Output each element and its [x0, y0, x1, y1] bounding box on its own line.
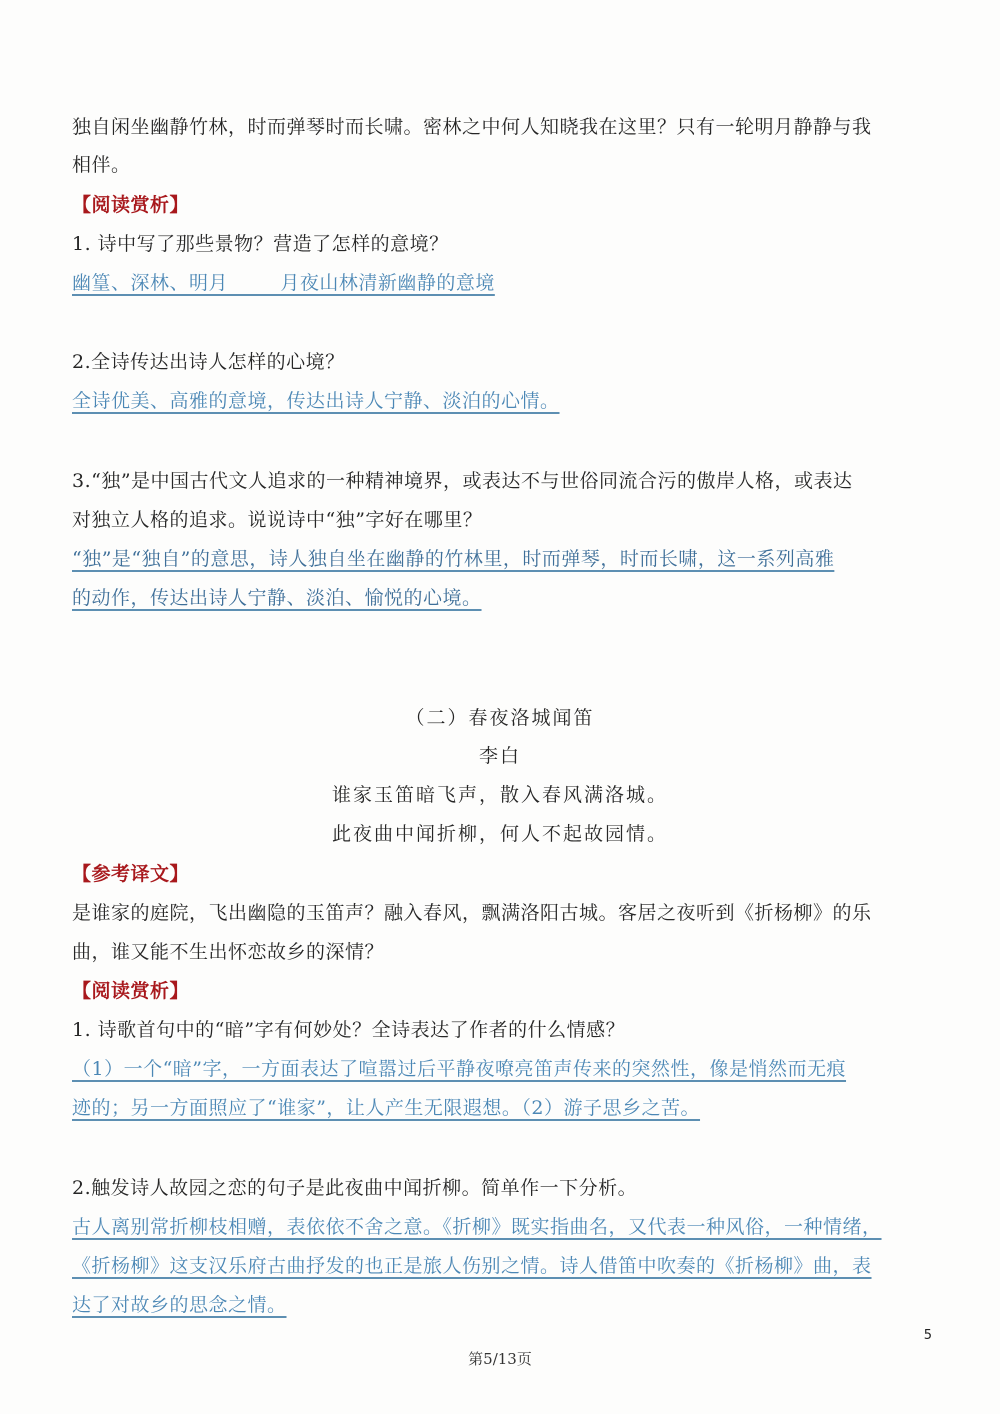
answer-2-line: 达了对故乡的思念之情。: [72, 1294, 287, 1316]
translation-line: 相伴。: [72, 154, 131, 176]
answer-1-line: 迹的；另一方面照应了“谁家”，让人产生无限遐想。（2）游子思乡之苦。: [72, 1097, 701, 1119]
question-2: 2.全诗传达出诗人怎样的心境？: [72, 351, 345, 373]
page-footer: 第5/13页: [468, 1350, 532, 1368]
translation-line: 是谁家的庭院，飞出幽隐的玉笛声？融入春风，飘满洛阳古城。客居之夜听到《折杨柳》的乐: [72, 902, 872, 924]
question-1: 1. 诗中写了那些景物？营造了怎样的意境？: [72, 233, 449, 255]
question-2: 2.触发诗人故园之恋的句子是此夜曲中闻折柳。简单作一下分析。: [72, 1177, 638, 1199]
answer-2-line: 古人离别常折柳枝相赠，表依依不舍之意。《折柳》既实指曲名，又代表一种风俗，一种情绪，: [72, 1216, 882, 1238]
question-3-line: 对独立人格的追求。说说诗中“独”字好在哪里？: [72, 509, 483, 531]
page-number: 5: [923, 1328, 932, 1343]
question-3-line: 3.“独”是中国古代文人追求的一种精神境界，或表达不与世俗同流合污的傲岸人格，或表达: [72, 470, 853, 492]
poem-author: 李白: [478, 745, 521, 767]
analysis-heading: 【阅读赏析】: [72, 194, 190, 216]
translation-line: 曲，谁又能不生出怀恋故乡的深情？: [72, 941, 385, 963]
answer-2-line: 《折杨柳》这支汉乐府古曲抒发的也正是旅人伤别之情。诗人借笛中吹奏的《折杨柳》曲，表: [72, 1255, 872, 1277]
answer-1-line: （1）一个“暗”字，一方面表达了喧嚣过后平静夜嘹亮笛声传来的突然性，像是悄然而无痕: [72, 1058, 847, 1080]
poem-line: 此夜曲中闻折柳，何人不起故园情。: [331, 823, 668, 845]
analysis-heading: 【阅读赏析】: [72, 980, 190, 1002]
answer-3-line: 的动作，传达出诗人宁静、淡泊、愉悦的心境。: [72, 587, 482, 609]
translation-line: 独自闲坐幽静竹林，时而弹琴时而长啸。密林之中何人知晓我在这里？只有一轮明月静静与我: [72, 116, 872, 138]
answer-2: 全诗优美、高雅的意境，传达出诗人宁静、淡泊的心情。: [72, 390, 560, 412]
question-1: 1. 诗歌首句中的“暗”字有何妙处？全诗表达了作者的什么情感？: [72, 1019, 626, 1041]
answer-1: 幽篁、深林、明月 月夜山林清新幽静的意境: [72, 272, 495, 294]
translation-heading: 【参考译文】: [72, 863, 190, 885]
poem-title: （二）春夜洛城闻笛: [405, 707, 595, 729]
answer-3-line: “独”是“独自”的意思，诗人独自坐在幽静的竹林里，时而弹琴，时而长啸，这一系列高雅: [72, 548, 835, 570]
poem-line: 谁家玉笛暗飞声，散入春风满洛城。: [331, 784, 668, 806]
